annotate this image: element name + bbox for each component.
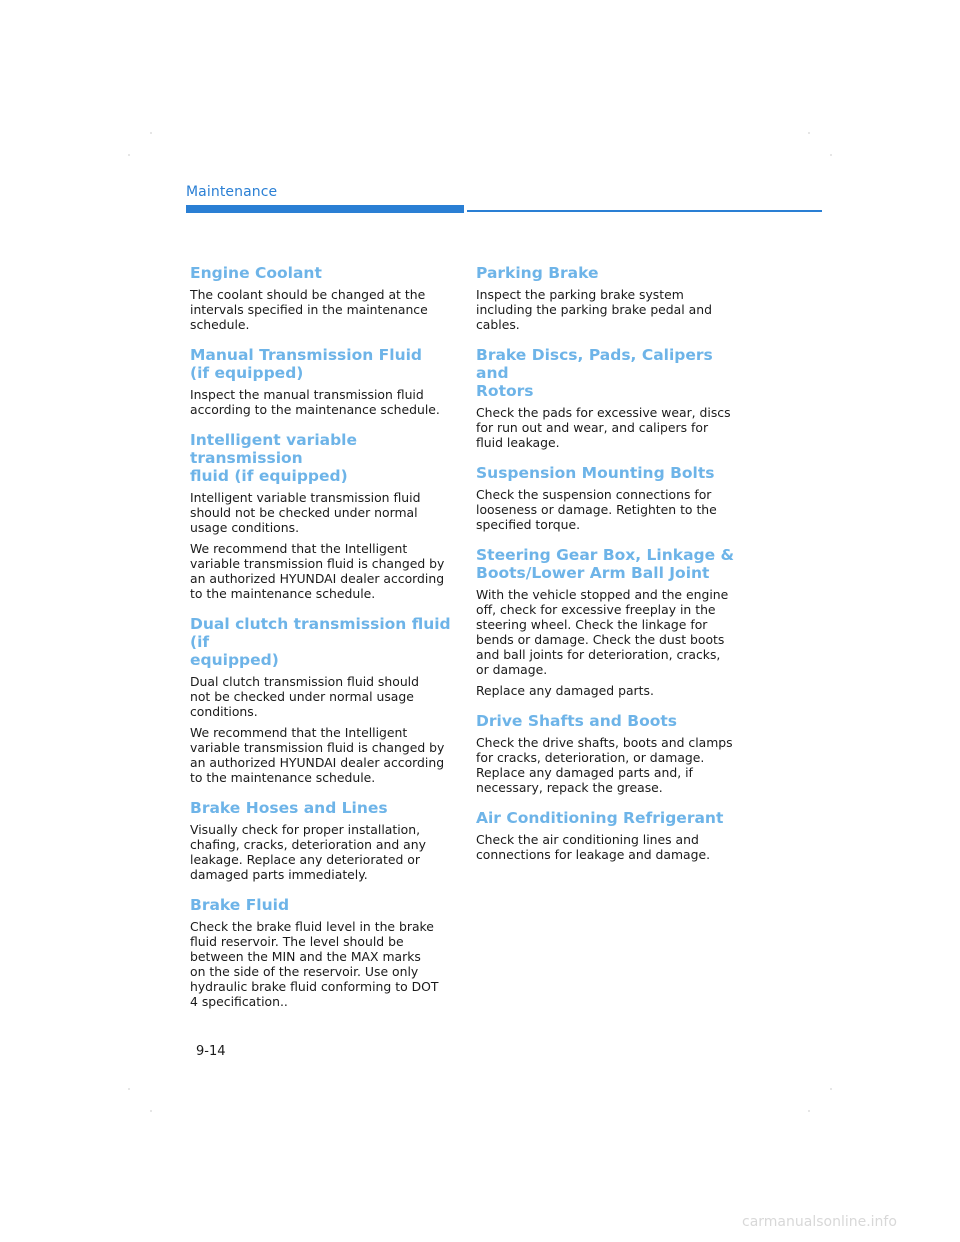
left-column (190, 264, 452, 1023)
crop-mark (808, 1110, 810, 1112)
section-brake-discs-pads-calipers-rotors (476, 346, 738, 450)
watermark-link[interactable]: carmanualsonline.info (742, 1214, 897, 1230)
paragraph: Dual clutch transmission fluid should not be checked under normal usage conditions. (190, 674, 419, 719)
section-body (190, 822, 452, 882)
section-body (476, 287, 738, 332)
section-title: Drive Shafts and Boots (476, 712, 678, 730)
section-air-conditioning-refrigerant (476, 809, 738, 862)
section-title: Brake Hoses and Lines (190, 799, 388, 817)
crop-mark (150, 132, 152, 134)
paragraph: Inspect the manual transmission fluid according to the maintenance schedule. (190, 387, 440, 417)
section-title: Brake Fluid (190, 896, 290, 914)
paragraph: With the vehicle stopped and the engine off, check for excessive freeplay in the steering wheel. Check the linkage for bends or damage. Check the dust boots and ball joints for deterioration, cracks, or damage. (476, 587, 729, 677)
paragraph: We recommend that the Intelligent variable transmission fluid is changed by an authorized HYUNDAI dealer according to the maintenance schedule. (190, 541, 445, 601)
section-title: Parking Brake (476, 264, 599, 282)
section-title: Suspension Mounting Bolts (476, 464, 715, 482)
section-body (190, 674, 452, 785)
section-body (190, 287, 452, 332)
paragraph: Check the suspension connections for looseness or damage. Retighten to the specified torque. (476, 487, 717, 532)
paragraph: The coolant should be changed at the intervals specified in the maintenance schedule. (190, 287, 428, 332)
section-suspension-mounting-bolts (476, 464, 738, 532)
section-title: Steering Gear Box, Linkage & Boots/Lower Arm Ball Joint (476, 546, 735, 582)
section-title: Engine Coolant (190, 264, 322, 282)
paragraph: We recommend that the Intelligent variable transmission fluid is changed by an authorized HYUNDAI dealer according to the maintenance schedule. (190, 725, 445, 785)
section-title: Intelligent variable transmission fluid (if equipped) (190, 431, 358, 485)
section-intelligent-variable-transmission-fluid (190, 431, 452, 601)
section-engine-coolant (190, 264, 452, 332)
section-dual-clutch-transmission-fluid (190, 615, 452, 785)
crop-mark (128, 1088, 130, 1090)
section-body (476, 487, 738, 532)
section-body (190, 919, 452, 1009)
section-title: Manual Transmission Fluid (if equipped) (190, 346, 423, 382)
section-body (190, 387, 452, 417)
section-header-title: Maintenance (186, 184, 278, 200)
section-title: Dual clutch transmission fluid (if equipped) (190, 615, 451, 669)
section-body (476, 735, 738, 795)
section-drive-shafts-and-boots (476, 712, 738, 795)
header-accent-bar (186, 205, 464, 213)
page-number: 9-14 (196, 1044, 226, 1059)
paragraph: Visually check for proper installation, chafing, cracks, deterioration and any leakage. Replace any deteriorated or damaged parts immediately. (190, 822, 426, 882)
section-manual-transmission-fluid (190, 346, 452, 417)
section-steering-gear-box-linkage (476, 546, 738, 698)
section-body (476, 405, 738, 450)
section-parking-brake (476, 264, 738, 332)
paragraph: Intelligent variable transmission fluid should not be checked under normal usage conditions. (190, 490, 421, 535)
paragraph: Check the air conditioning lines and connections for leakage and damage. (476, 832, 711, 862)
right-column (476, 264, 738, 876)
paragraph: Check the brake fluid level in the brake fluid reservoir. The level should be between the MIN and the MAX marks on the side of the reservoir. Use only hydraulic brake fluid conforming to DOT 4 specification.. (190, 919, 439, 1009)
paragraph: Check the pads for excessive wear, discs for run out and wear, and calipers for fluid leakage. (476, 405, 731, 450)
section-body (476, 587, 738, 698)
section-title: Air Conditioning Refrigerant (476, 809, 724, 827)
paragraph: Check the drive shafts, boots and clamps for cracks, deterioration, or damage. Replace any damaged parts and, if necessary, repack the grease. (476, 735, 733, 795)
section-body (190, 490, 452, 601)
crop-mark (830, 154, 832, 156)
crop-mark (808, 132, 810, 134)
section-body (476, 832, 738, 862)
header-rule-line (467, 210, 822, 212)
paragraph: Replace any damaged parts. (476, 683, 654, 698)
section-brake-fluid (190, 896, 452, 1009)
crop-mark (150, 1110, 152, 1112)
paragraph: Inspect the parking brake system including the parking brake pedal and cables. (476, 287, 712, 332)
section-title: Brake Discs, Pads, Calipers and Rotors (476, 346, 713, 400)
section-brake-hoses-and-lines (190, 799, 452, 882)
crop-mark (830, 1088, 832, 1090)
crop-mark (128, 154, 130, 156)
